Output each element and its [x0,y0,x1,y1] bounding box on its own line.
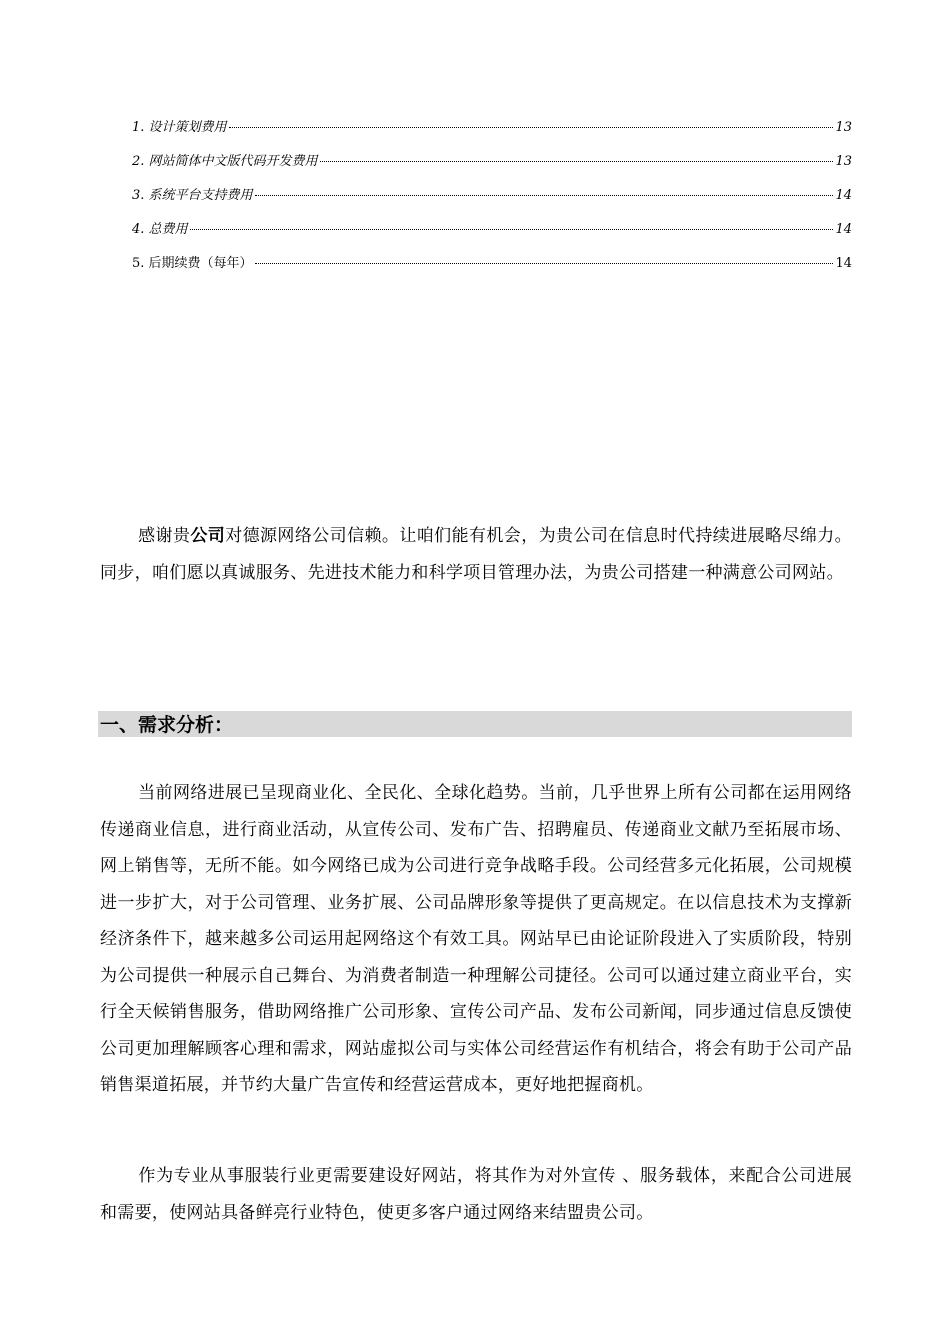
body-paragraph-text: 当前网络进展已呈现商业化、全民化、全球化趋势。当前，几乎世界上所有公司都在运用网络传递商业信息，进行商业活动，从宣传公司、发布广告、招聘雇员、传递商业文献乃至拓展市场、网上销售等，无所不能。如今网络已成为公司进行竞争战略手段。公司经营多元化拓展，公司规模进一步扩大，对于公司管理、业务扩展、公司品牌形象等提供了更高规定。在以信息技术为支撑新经济条件下，越来越多公司运用起网络这个有效工具。网站早已由论证阶段进入了实质阶段，特别为公司提供一种展示自己舞台、为消费者制造一种理解公司捷径。公司可以通过建立商业平台，实行全天候销售服务，借助网络推广公司形象、宣传公司产品、发布公司新闻，同步通过信息反馈使公司更加理解顾客心理和需求，网站虚拟公司与实体公司经营运作有机结合，将会有助于公司产品销售渠道拓展，并节约大量广告宣传和经营运营成本，更好地把握商机。 [100,783,852,1095]
toc-entry-label: 5. 后期续费（每年） [132,256,253,271]
section-heading: 一、需求分析： [100,714,234,736]
toc-entry-label: 4. 总费用 [132,222,188,237]
toc-entry-page: 14 [835,188,852,203]
toc-leader-dots [255,263,834,264]
toc-leader-dots [320,161,834,162]
toc-entry-label: 2. 网站简体中文版代码开发费用 [132,154,318,169]
toc-entry-page: 13 [835,120,852,135]
intro-paragraph [100,518,852,591]
toc-entry[interactable] [132,184,852,218]
toc-entry[interactable] [132,116,852,150]
table-of-contents [132,116,852,286]
toc-entry[interactable] [132,252,852,286]
toc-entry[interactable] [132,150,852,184]
toc-entry-page: 14 [835,256,852,271]
body-paragraph [100,1158,852,1231]
intro-text-rest: 对德源网络公司信赖。让咱们能有机会，为贵公司在信息时代持续进展略尽绵力。同步，咱们愿以真诚服务、先进技术能力和科学项目管理办法，为贵公司搭建一种满意公司网站。 [100,526,852,583]
body-paragraph-text: 作为专业从事服装行业更需要建设好网站，将其作为对外宣传 、服务载体，来配合公司进展和需要，使网站具备鲜亮行业特色，使更多客户通过网络来结盟贵公司。 [100,1166,852,1223]
toc-leader-dots [190,229,834,230]
toc-entry[interactable] [132,218,852,252]
toc-entry-label: 3. 系统平台支持费用 [132,188,253,203]
toc-entry-page: 14 [835,222,852,237]
toc-entry-label: 1. 设计策划费用 [132,120,227,135]
toc-entry-page: 13 [835,154,852,169]
intro-bold-company: 公司 [190,526,226,546]
body-paragraph [100,775,852,1104]
toc-leader-dots [255,195,834,196]
intro-text-start: 感谢贵 [138,526,191,546]
toc-leader-dots [229,127,834,128]
